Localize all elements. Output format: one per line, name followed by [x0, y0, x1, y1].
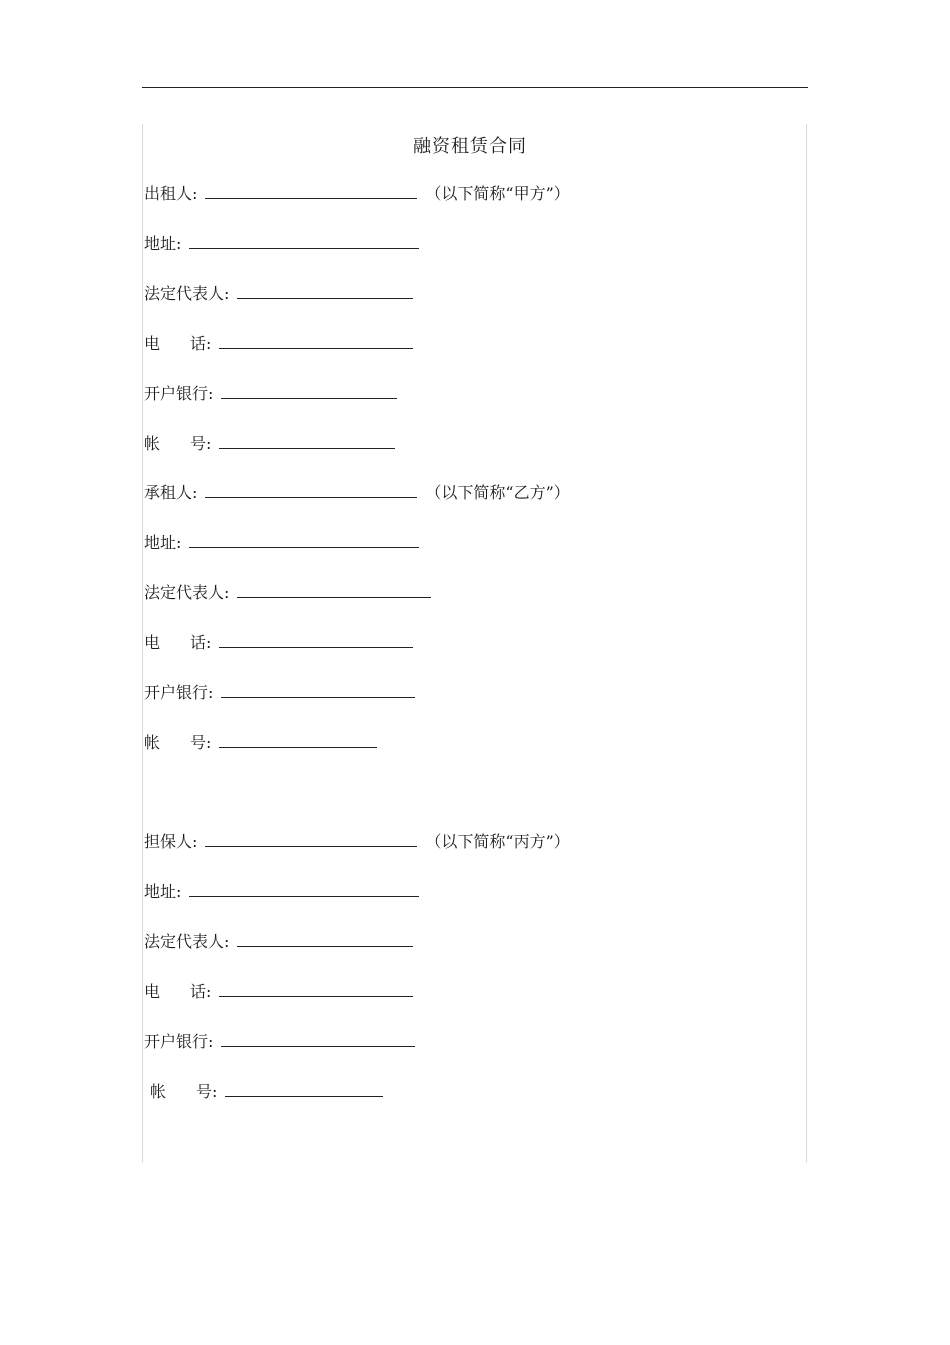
legal-rep-label: 法定代表人 — [144, 932, 225, 951]
lessee-bank-field[interactable] — [221, 683, 415, 698]
guarantor-account-row: 帐 号 : — [150, 1080, 383, 1104]
bank-label: 开户银行 — [144, 1032, 209, 1051]
lessee-legal-rep-field[interactable] — [237, 583, 431, 598]
address-label: 地址 — [144, 234, 177, 253]
guarantor-alias-note: （以下简称“丙方”） — [425, 832, 570, 851]
lessor-account-row: 帐 号 : — [144, 432, 395, 456]
account-label: 帐 号 — [150, 1082, 213, 1101]
guarantor-address-row: 地址 : — [144, 880, 419, 904]
address-label: 地址 — [144, 533, 177, 552]
guarantor-address-field[interactable] — [189, 882, 419, 897]
phone-label: 电 话 — [144, 982, 207, 1001]
document-title: 融资租赁合同 — [413, 136, 527, 157]
lessee-account-field[interactable] — [219, 733, 377, 748]
account-label: 帐 号 — [144, 733, 207, 752]
legal-rep-label: 法定代表人 — [144, 583, 225, 602]
guarantor-legal-rep-row: 法定代表人 : — [144, 930, 413, 954]
lessor-account-field[interactable] — [219, 434, 395, 449]
account-label: 帐 号 — [144, 434, 207, 453]
lessor-name-field[interactable] — [205, 184, 417, 199]
address-label: 地址 — [144, 882, 177, 901]
phone-label: 电 话 — [144, 334, 207, 353]
lessee-account-row: 帐 号 : — [144, 731, 377, 755]
phone-label: 电 话 — [144, 633, 207, 652]
lessor-address-field[interactable] — [189, 234, 419, 249]
lessee-name-field[interactable] — [205, 483, 417, 498]
guarantor-phone-field[interactable] — [219, 982, 413, 997]
lessee-address-field[interactable] — [189, 533, 419, 548]
guarantor-label: 担保人 — [144, 832, 193, 851]
lessee-bank-row: 开户银行 : — [144, 681, 415, 705]
guarantor-account-field[interactable] — [225, 1082, 383, 1097]
lessor-bank-field[interactable] — [221, 384, 397, 399]
guarantor-name-row: 担保人 : （以下简称“丙方”） — [144, 830, 570, 854]
lessor-address-row: 地址 : — [144, 232, 419, 256]
lessor-name-row: 出租人 : （以下简称“甲方”） — [144, 182, 570, 206]
page-frame-right — [806, 124, 807, 1162]
guarantor-bank-row: 开户银行 : — [144, 1030, 415, 1054]
lessee-phone-row: 电 话 : — [144, 631, 413, 655]
lessor-bank-row: 开户银行 : — [144, 382, 397, 406]
page-frame-left — [142, 124, 143, 1162]
lessee-legal-rep-row: 法定代表人 : — [144, 581, 431, 605]
lessee-address-row: 地址 : — [144, 531, 419, 555]
legal-rep-label: 法定代表人 — [144, 284, 225, 303]
lessor-phone-field[interactable] — [219, 334, 413, 349]
guarantor-name-field[interactable] — [205, 832, 417, 847]
header-rule — [142, 87, 808, 88]
bank-label: 开户银行 — [144, 384, 209, 403]
lessor-legal-rep-field[interactable] — [237, 284, 413, 299]
lessor-alias-note: （以下简称“甲方”） — [425, 184, 570, 203]
lessor-legal-rep-row: 法定代表人 : — [144, 282, 413, 306]
bank-label: 开户银行 — [144, 683, 209, 702]
lessee-alias-note: （以下简称“乙方”） — [425, 483, 570, 502]
guarantor-legal-rep-field[interactable] — [237, 932, 413, 947]
guarantor-phone-row: 电 话 : — [144, 980, 413, 1004]
lessee-name-row: 承租人 : （以下简称“乙方”） — [144, 481, 570, 505]
lessee-label: 承租人 — [144, 483, 193, 502]
guarantor-bank-field[interactable] — [221, 1032, 415, 1047]
lessor-label: 出租人 — [144, 184, 193, 203]
lessee-phone-field[interactable] — [219, 633, 413, 648]
lessor-phone-row: 电 话 : — [144, 332, 413, 356]
